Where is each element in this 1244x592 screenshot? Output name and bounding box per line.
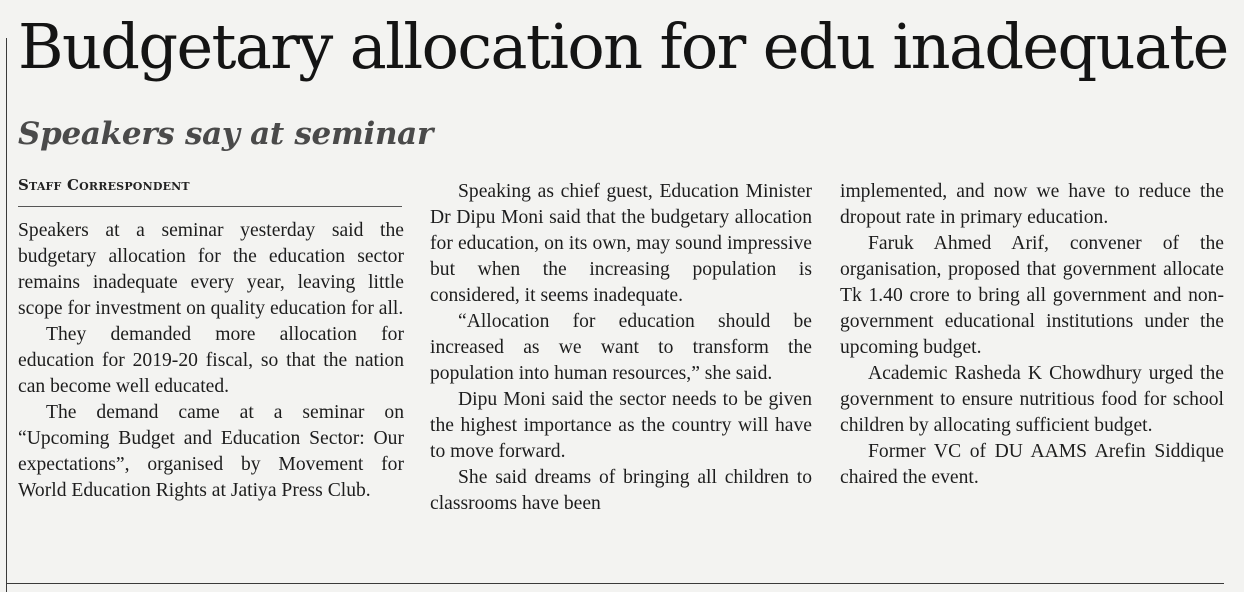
paragraph: She said dreams of bringing all children to classrooms have been (430, 467, 812, 514)
paragraph: Dipu Moni said the sector needs to be given the highest importance as the country will have to move forward. (430, 389, 812, 462)
byline: Staff Correspondent (18, 176, 190, 194)
bottom-divider (6, 583, 1224, 584)
paragraph: Former VC of DU AAMS Arefin Siddique chaired the event. (840, 441, 1224, 488)
paragraph: The demand came at a seminar on “Upcoming Budget and Education Sector: Our expectations”, organised by Movement for World Education Rights at Jatiya Press Club. (18, 402, 404, 501)
paragraph: “Allocation for education should be increased as we want to transform the population into human resources,” she said. (430, 311, 812, 384)
paragraph: Speakers at a seminar yesterday said the budgetary allocation for the education sector remains inadequate every year, leaving little scope for investment on quality education for all. (18, 220, 404, 319)
paragraph: Faruk Ahmed Arif, convener of the organisation, proposed that government allocate Tk 1.40 crore to bring all government and non-government educational institutions under the upcoming budget. (840, 233, 1224, 358)
byline-divider (18, 206, 402, 207)
article-column-2 (430, 179, 812, 517)
paragraph: They demanded more allocation for education for 2019-20 fiscal, so that the nation can become well educated. (18, 324, 404, 397)
article-column-1 (18, 218, 404, 504)
headline: Budgetary allocation for edu inadequate (18, 10, 1228, 83)
column-border-left (6, 38, 7, 592)
paragraph: Academic Rasheda K Chowdhury urged the government to ensure nutritious food for school children by allocating sufficient budget. (840, 363, 1224, 436)
subheadline: Speakers say at seminar (18, 116, 434, 152)
paragraph: Speaking as chief guest, Education Minister Dr Dipu Moni said that the budgetary allocation for education, on its own, may sound impressive but when the increasing population is considered, it seems inadequate. (430, 181, 812, 306)
article-column-3 (840, 179, 1224, 491)
paragraph: implemented, and now we have to reduce the dropout rate in primary education. (840, 181, 1224, 228)
